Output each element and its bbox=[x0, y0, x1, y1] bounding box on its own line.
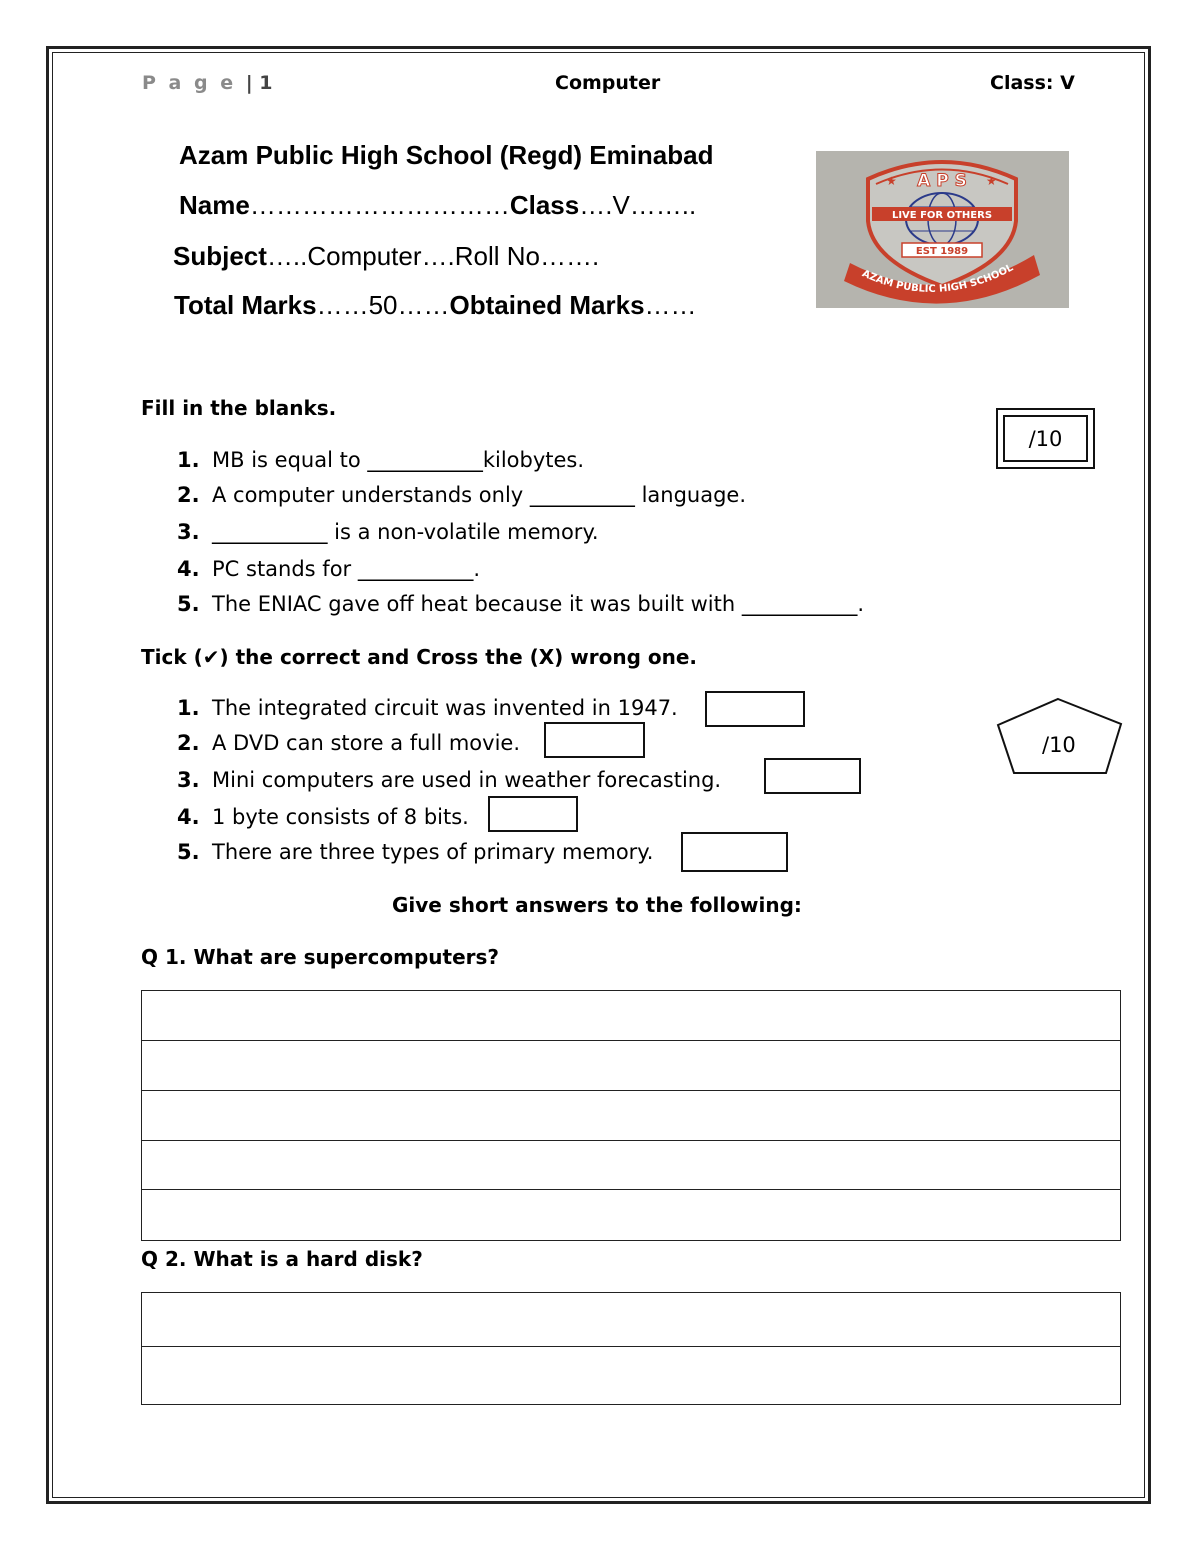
tick-answer-box-2[interactable] bbox=[544, 722, 645, 758]
answer-line[interactable] bbox=[142, 991, 1120, 1041]
svg-text:★: ★ bbox=[986, 174, 997, 188]
answer-line[interactable] bbox=[142, 1347, 1120, 1403]
class-value: ….V…….. bbox=[579, 190, 697, 220]
answer-line[interactable] bbox=[142, 1041, 1120, 1091]
name-line: Name…………………………Class….V…….. bbox=[179, 190, 697, 220]
fill-blanks-heading: Fill in the blanks. bbox=[141, 396, 337, 420]
school-crest-icon bbox=[816, 151, 1069, 308]
answer-line[interactable] bbox=[142, 1293, 1120, 1347]
fill-blanks-score-box bbox=[996, 408, 1095, 469]
question-1: Q 1. What are supercomputers? bbox=[141, 945, 500, 969]
marks-line: Total Marks……50……Obtained Marks…… bbox=[174, 290, 697, 320]
page-number: | 1 bbox=[245, 72, 273, 94]
svg-text:AZAM PUBLIC HIGH SCHOOL: AZAM PUBLIC HIGH SCHOOL bbox=[860, 262, 1016, 295]
answer-line[interactable] bbox=[142, 1190, 1120, 1239]
tick-answer-box-3[interactable] bbox=[764, 758, 861, 794]
tick-answer-box-5[interactable] bbox=[681, 832, 788, 872]
school-name: Azam Public High School (Regd) Eminabad bbox=[179, 140, 714, 170]
answer-line[interactable] bbox=[142, 1141, 1120, 1190]
svg-text:★: ★ bbox=[886, 174, 897, 188]
svg-text:A P S: A P S bbox=[917, 171, 967, 191]
answer-line[interactable] bbox=[142, 1091, 1120, 1141]
subject-line: Subject…..Computer….Roll No……. bbox=[173, 241, 600, 271]
tick-cross-heading: Tick (✔) the correct and Cross the (X) wrong one. bbox=[141, 645, 698, 669]
short-answers-heading: Give short answers to the following: bbox=[392, 893, 802, 917]
svg-text:LIVE FOR OTHERS: LIVE FOR OTHERS bbox=[891, 210, 993, 221]
answer-lines-q1[interactable] bbox=[141, 990, 1121, 1241]
header-subject: Computer bbox=[555, 72, 661, 94]
obtained-value: …… bbox=[644, 290, 697, 320]
answer-lines-q2[interactable] bbox=[141, 1292, 1121, 1405]
tick-cross-score-shape bbox=[996, 697, 1124, 775]
total-value: ……50…… bbox=[316, 290, 450, 320]
tick-cross-score: /10 bbox=[1042, 733, 1076, 757]
tick-answer-box-4[interactable] bbox=[488, 796, 578, 832]
page-label: P a g e | 1 bbox=[142, 72, 273, 94]
question-2: Q 2. What is a hard disk? bbox=[141, 1247, 423, 1271]
name-dots: ………………………… bbox=[249, 190, 510, 220]
header-class: Class: V bbox=[990, 72, 1075, 94]
school-logo bbox=[816, 151, 1069, 308]
fill-blanks-score: /10 bbox=[1003, 415, 1088, 462]
tick-answer-box-1[interactable] bbox=[705, 691, 805, 727]
subject-value: …..Computer….Roll No……. bbox=[266, 241, 600, 271]
svg-text:EST 1989: EST 1989 bbox=[915, 246, 969, 257]
